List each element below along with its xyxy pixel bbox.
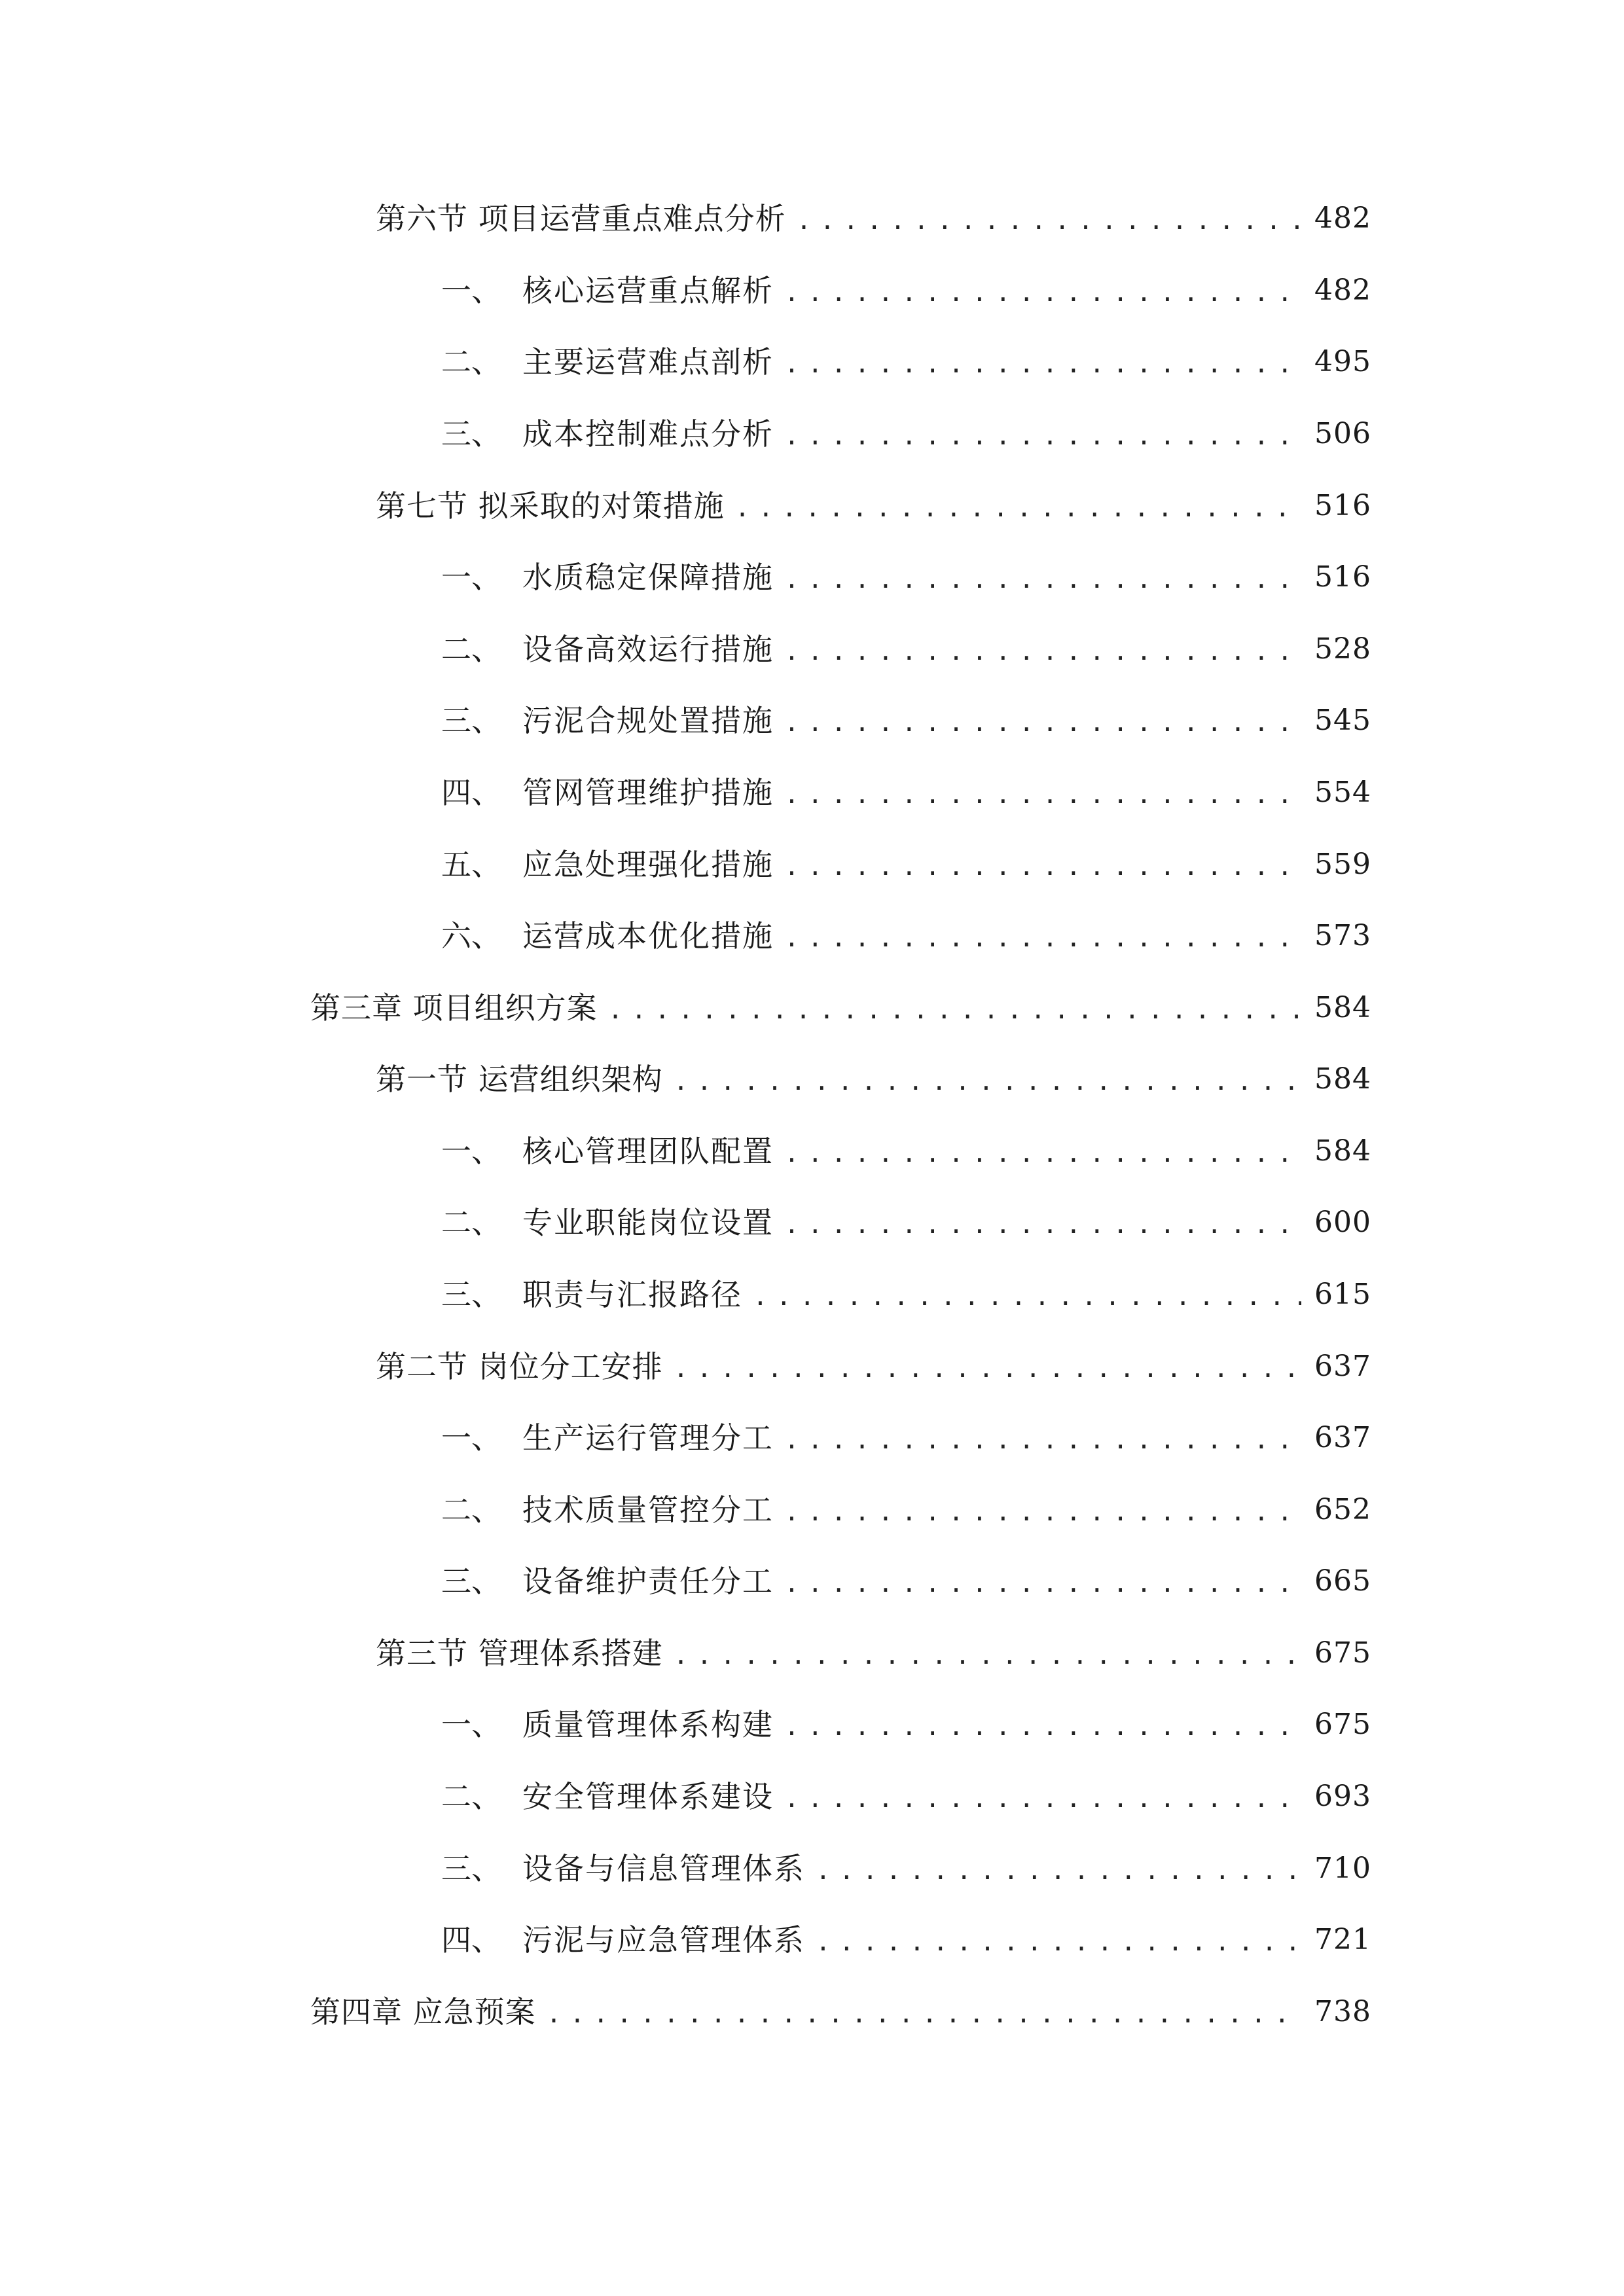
toc-entry-page: 693 bbox=[1314, 1780, 1371, 1813]
toc-entry-subsection[interactable] bbox=[441, 1846, 1371, 1892]
toc-entry-number: 二、 bbox=[441, 632, 501, 667]
toc-dot-leader bbox=[784, 1132, 1301, 1174]
toc-entry-subsection[interactable] bbox=[441, 1917, 1371, 1963]
toc-entry-title: 设备与信息管理体系 bbox=[522, 1851, 805, 1886]
toc-dot-leader bbox=[784, 846, 1301, 888]
toc-dot-leader bbox=[784, 272, 1301, 314]
toc-entry-number: 二、 bbox=[441, 1205, 501, 1240]
toc-entry-number: 一、 bbox=[441, 1134, 501, 1169]
toc-entry-subsection[interactable] bbox=[441, 1415, 1371, 1461]
toc-entry-number: 二、 bbox=[441, 1492, 501, 1528]
toc-entry-title: 第一节 运营组织架构 bbox=[376, 1062, 663, 1097]
toc-entry-number: 一、 bbox=[441, 1707, 501, 1742]
toc-entry-title: 第三章 项目组织方案 bbox=[310, 990, 598, 1026]
toc-entry-page: 710 bbox=[1314, 1852, 1371, 1885]
toc-entry-title: 第四章 应急预案 bbox=[310, 1994, 536, 2030]
toc-entry-number: 一、 bbox=[441, 1420, 501, 1456]
toc-entry-subsection[interactable] bbox=[441, 698, 1371, 744]
toc-dot-leader bbox=[674, 1634, 1301, 1676]
toc-entry-page: 495 bbox=[1314, 345, 1371, 378]
toc-dot-leader bbox=[784, 917, 1301, 959]
toc-dot-leader bbox=[784, 1204, 1301, 1246]
toc-dot-leader bbox=[753, 1276, 1301, 1318]
toc-entry-subsection[interactable] bbox=[441, 1558, 1371, 1604]
toc-entry-page: 559 bbox=[1314, 848, 1371, 881]
toc-entry-subsection[interactable] bbox=[441, 339, 1371, 385]
toc-entry-subsection[interactable] bbox=[441, 1128, 1371, 1174]
toc-entry-subsection[interactable] bbox=[441, 626, 1371, 672]
toc-entry-title: 设备维护责任分工 bbox=[522, 1564, 774, 1599]
toc-entry-number: 三、 bbox=[441, 1564, 501, 1599]
toc-entry-title: 核心运营重点解析 bbox=[522, 273, 774, 308]
toc-entry-subsection[interactable] bbox=[441, 1487, 1371, 1533]
toc-entry-page: 675 bbox=[1314, 1636, 1371, 1670]
toc-entry-title: 质量管理体系构建 bbox=[522, 1707, 774, 1742]
toc-dot-leader bbox=[674, 1348, 1301, 1390]
toc-entry-page: 506 bbox=[1314, 417, 1371, 450]
toc-dot-leader bbox=[797, 200, 1301, 242]
toc-dot-leader bbox=[816, 1850, 1301, 1892]
toc-dot-leader bbox=[784, 1562, 1301, 1604]
toc-entry-title: 技术质量管控分工 bbox=[522, 1492, 774, 1528]
toc-entry-title: 水质稳定保障措施 bbox=[522, 560, 774, 595]
toc-dot-leader bbox=[784, 630, 1301, 672]
toc-entry-page: 554 bbox=[1314, 776, 1371, 809]
toc-dot-leader bbox=[784, 1706, 1301, 1748]
toc-entry-number: 一、 bbox=[441, 560, 501, 595]
toc-dot-leader bbox=[784, 1419, 1301, 1461]
toc-entry-page: 615 bbox=[1314, 1278, 1371, 1311]
toc-entry-title: 第七节 拟采取的对策措施 bbox=[376, 488, 725, 524]
toc-entry-number: 四、 bbox=[441, 775, 501, 810]
toc-entry-title: 运营成本优化措施 bbox=[522, 918, 774, 954]
toc-dot-leader bbox=[784, 1491, 1301, 1533]
toc-entry-page: 516 bbox=[1314, 560, 1371, 594]
toc-entry-subsection[interactable] bbox=[441, 842, 1371, 888]
toc-entry-page: 738 bbox=[1314, 1995, 1371, 2028]
toc-entry-subsection[interactable] bbox=[441, 1774, 1371, 1820]
toc-dot-leader bbox=[816, 1921, 1301, 1963]
toc-entry-page: 482 bbox=[1314, 202, 1371, 235]
toc-entry-page: 600 bbox=[1314, 1206, 1371, 1239]
toc-entry-section[interactable] bbox=[376, 196, 1371, 242]
toc-entry-chapter[interactable] bbox=[310, 985, 1371, 1031]
toc-entry-title: 安全管理体系建设 bbox=[522, 1779, 774, 1814]
toc-entry-section[interactable] bbox=[376, 1630, 1371, 1676]
toc-entry-page: 528 bbox=[1314, 632, 1371, 666]
toc-entry-section[interactable] bbox=[376, 483, 1371, 529]
toc-entry-title: 设备高效运行措施 bbox=[522, 632, 774, 667]
toc-entry-page: 516 bbox=[1314, 489, 1371, 522]
toc-entry-title: 管网管理维护措施 bbox=[522, 775, 774, 810]
toc-entry-subsection[interactable] bbox=[441, 1200, 1371, 1246]
toc-entry-page: 584 bbox=[1314, 1062, 1371, 1096]
toc-dot-leader bbox=[608, 989, 1301, 1031]
toc-dot-leader bbox=[735, 487, 1301, 529]
toc-entry-number: 三、 bbox=[441, 1851, 501, 1886]
toc-entry-subsection[interactable] bbox=[441, 268, 1371, 314]
toc-entry-page: 637 bbox=[1314, 1421, 1371, 1454]
toc-entry-section[interactable] bbox=[376, 1056, 1371, 1102]
toc-entry-number: 三、 bbox=[441, 1277, 501, 1312]
toc-entry-section[interactable] bbox=[376, 1344, 1371, 1390]
toc-entry-page: 721 bbox=[1314, 1923, 1371, 1956]
toc-entry-subsection[interactable] bbox=[441, 770, 1371, 816]
toc-entry-title: 主要运营难点剖析 bbox=[522, 344, 774, 380]
toc-dot-leader bbox=[784, 343, 1301, 385]
toc-entry-title: 职责与汇报路径 bbox=[522, 1277, 742, 1312]
toc-entry-title: 核心管理团队配置 bbox=[522, 1134, 774, 1169]
toc-dot-leader bbox=[674, 1060, 1301, 1102]
toc-dot-leader bbox=[784, 558, 1301, 600]
toc-entry-subsection[interactable] bbox=[441, 913, 1371, 959]
toc-dot-leader bbox=[784, 702, 1301, 744]
toc-entry-page: 482 bbox=[1314, 274, 1371, 307]
toc-entry-number: 六、 bbox=[441, 918, 501, 954]
toc-entry-number: 五、 bbox=[441, 847, 501, 882]
toc-entry-number: 一、 bbox=[441, 273, 501, 308]
toc-entry-subsection[interactable] bbox=[441, 411, 1371, 457]
toc-entry-subsection[interactable] bbox=[441, 554, 1371, 600]
toc-entry-page: 584 bbox=[1314, 1134, 1371, 1168]
toc-dot-leader bbox=[784, 1778, 1301, 1820]
toc-entry-number: 二、 bbox=[441, 344, 501, 380]
toc-entry-title: 污泥合规处置措施 bbox=[522, 703, 774, 738]
toc-entry-page: 675 bbox=[1314, 1708, 1371, 1741]
toc-entry-number: 三、 bbox=[441, 703, 501, 738]
toc-entry-subsection[interactable] bbox=[441, 1272, 1371, 1318]
toc-entry-chapter[interactable] bbox=[310, 1989, 1371, 2035]
toc-entry-title: 第二节 岗位分工安排 bbox=[376, 1349, 663, 1384]
toc-dot-leader bbox=[784, 774, 1301, 816]
toc-entry-title: 专业职能岗位设置 bbox=[522, 1205, 774, 1240]
toc-entry-title: 生产运行管理分工 bbox=[522, 1420, 774, 1456]
toc-dot-leader bbox=[784, 415, 1301, 457]
toc-entry-page: 545 bbox=[1314, 704, 1371, 737]
toc-dot-leader bbox=[547, 1993, 1301, 2035]
toc-entry-title: 成本控制难点分析 bbox=[522, 416, 774, 452]
toc-entry-number: 四、 bbox=[441, 1922, 501, 1958]
toc-entry-title: 污泥与应急管理体系 bbox=[522, 1922, 805, 1958]
toc-entry-page: 584 bbox=[1314, 991, 1371, 1024]
toc-entry-title: 第六节 项目运营重点难点分析 bbox=[376, 201, 786, 236]
toc-entry-page: 637 bbox=[1314, 1350, 1371, 1383]
toc-entry-number: 三、 bbox=[441, 416, 501, 452]
toc-entry-page: 665 bbox=[1314, 1564, 1371, 1598]
toc-entry-number: 二、 bbox=[441, 1779, 501, 1814]
toc-entry-subsection[interactable] bbox=[441, 1702, 1371, 1748]
toc-entry-page: 652 bbox=[1314, 1493, 1371, 1526]
toc-entry-page: 573 bbox=[1314, 919, 1371, 952]
toc-entry-title: 应急处理强化措施 bbox=[522, 847, 774, 882]
toc-entry-title: 第三节 管理体系搭建 bbox=[376, 1636, 663, 1671]
